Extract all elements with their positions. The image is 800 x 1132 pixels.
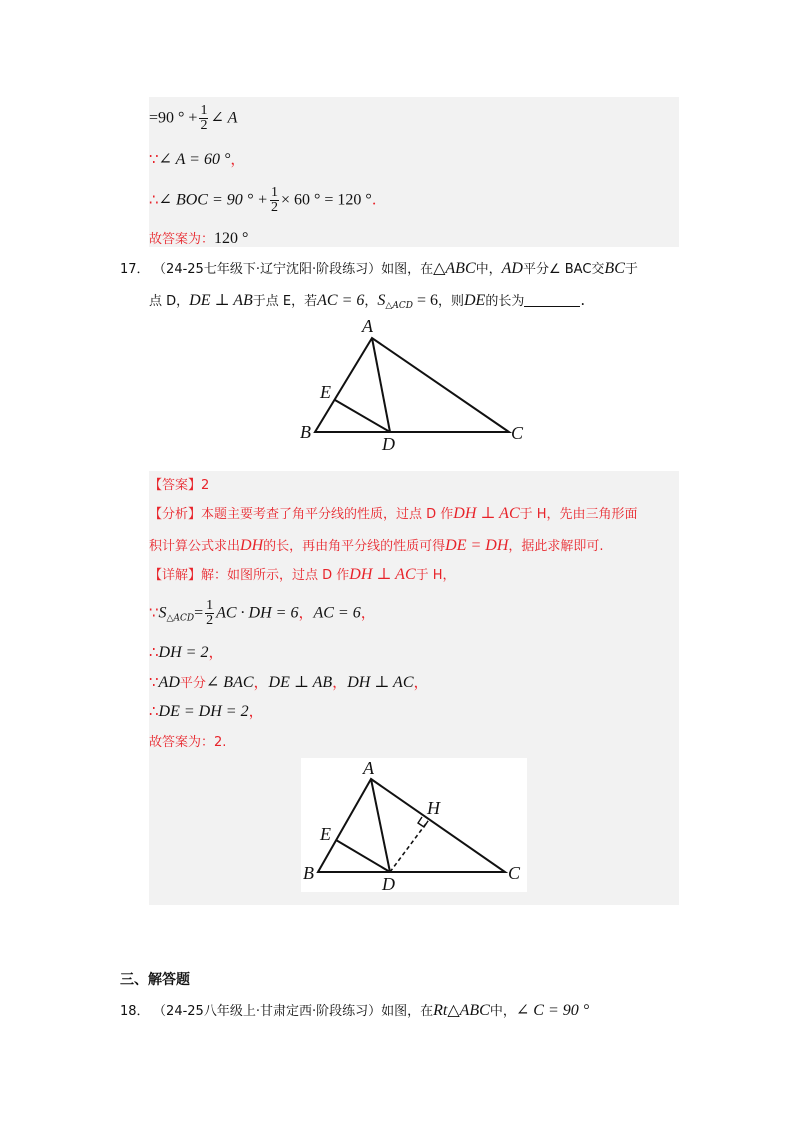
answer-line: 【答案】2 — [149, 478, 210, 493]
solution-figure-panel — [301, 758, 527, 892]
step3-line: ∵AD平分∠ BAC，DE ⊥ AB，DH ⊥ AC， — [149, 673, 429, 691]
fraction: $\frac{1}{2}$ — [206, 598, 214, 628]
solution-figure-triangle — [301, 758, 527, 892]
fraction: $\frac{1}{2}$ — [270, 185, 278, 215]
label-a: A — [363, 758, 374, 778]
q18-line1: 18． （24-25八年级上·甘肃定西·阶段练习）如图，在Rt△ABC中，∠ C = 90 ° — [120, 1002, 590, 1019]
label-d: D — [382, 874, 395, 892]
segment-dh-dashed — [390, 821, 428, 872]
q17-line1: 17． （24-25七年级下·辽宁沈阳·阶段练习）如图，在△ABC中，AD平分∠ BAC交BC于 — [120, 260, 638, 277]
q16-answer: 故答案为：120 ° — [149, 230, 249, 247]
segment-ad — [372, 338, 390, 432]
label-d: D — [382, 434, 395, 452]
step4-line: ∴DE = DH = 2， — [149, 702, 264, 720]
q17-figure-triangle — [298, 312, 530, 452]
final-answer-line: 故答案为：2. — [149, 735, 227, 750]
step2-line: ∴DH = 2， — [149, 643, 224, 661]
analysis-line1: 【分析】本题主要考查了角平分线的性质，过点 D 作DH ⊥ AC于 H，先由三角形面 — [149, 505, 638, 522]
q17-line2: 点 D，DE ⊥ AB于点 E，若AC = 6，$S_{\triangle ACD} = 6$，则DE的长为 . — [149, 291, 586, 311]
answer-blank — [524, 292, 580, 307]
label-h: H — [427, 798, 440, 818]
q16-line1: =90 ° + $\frac{1}{2}$ ∠ A — [149, 103, 238, 133]
label-c: C — [508, 863, 521, 883]
q16-line2: ∵∠ A = 60 °， — [149, 150, 246, 168]
segment-ad — [371, 779, 390, 872]
section-title: 三、解答题 — [120, 972, 190, 988]
q16-line3: ∴∠ BOC = 90 ° + $\frac{1}{2}$ × 60 ° = 120 °. — [149, 185, 377, 215]
fraction: $\frac{1}{2}$ — [200, 103, 208, 133]
segment-de — [335, 400, 390, 432]
label-e: E — [320, 382, 331, 402]
label-a: A — [362, 316, 373, 336]
label-c: C — [511, 423, 524, 443]
label-b: B — [303, 863, 314, 883]
detail-line1: 【详解】解：如图所示，过点 D 作DH ⊥ AC于 H， — [149, 566, 456, 583]
triangle-abc — [318, 779, 505, 872]
analysis-line2: 积计算公式求出DH的长，再由角平分线的性质可得DE = DH，据此求解即可. — [149, 537, 604, 554]
triangle-abc — [315, 338, 509, 432]
label-e: E — [320, 824, 331, 844]
segment-de — [336, 840, 390, 872]
step1-line: $\because S_{\triangle ACD}=$ $\frac{1}{2}$ AC · DH = 6，AC = 6， — [149, 598, 376, 628]
label-b: B — [300, 422, 311, 442]
